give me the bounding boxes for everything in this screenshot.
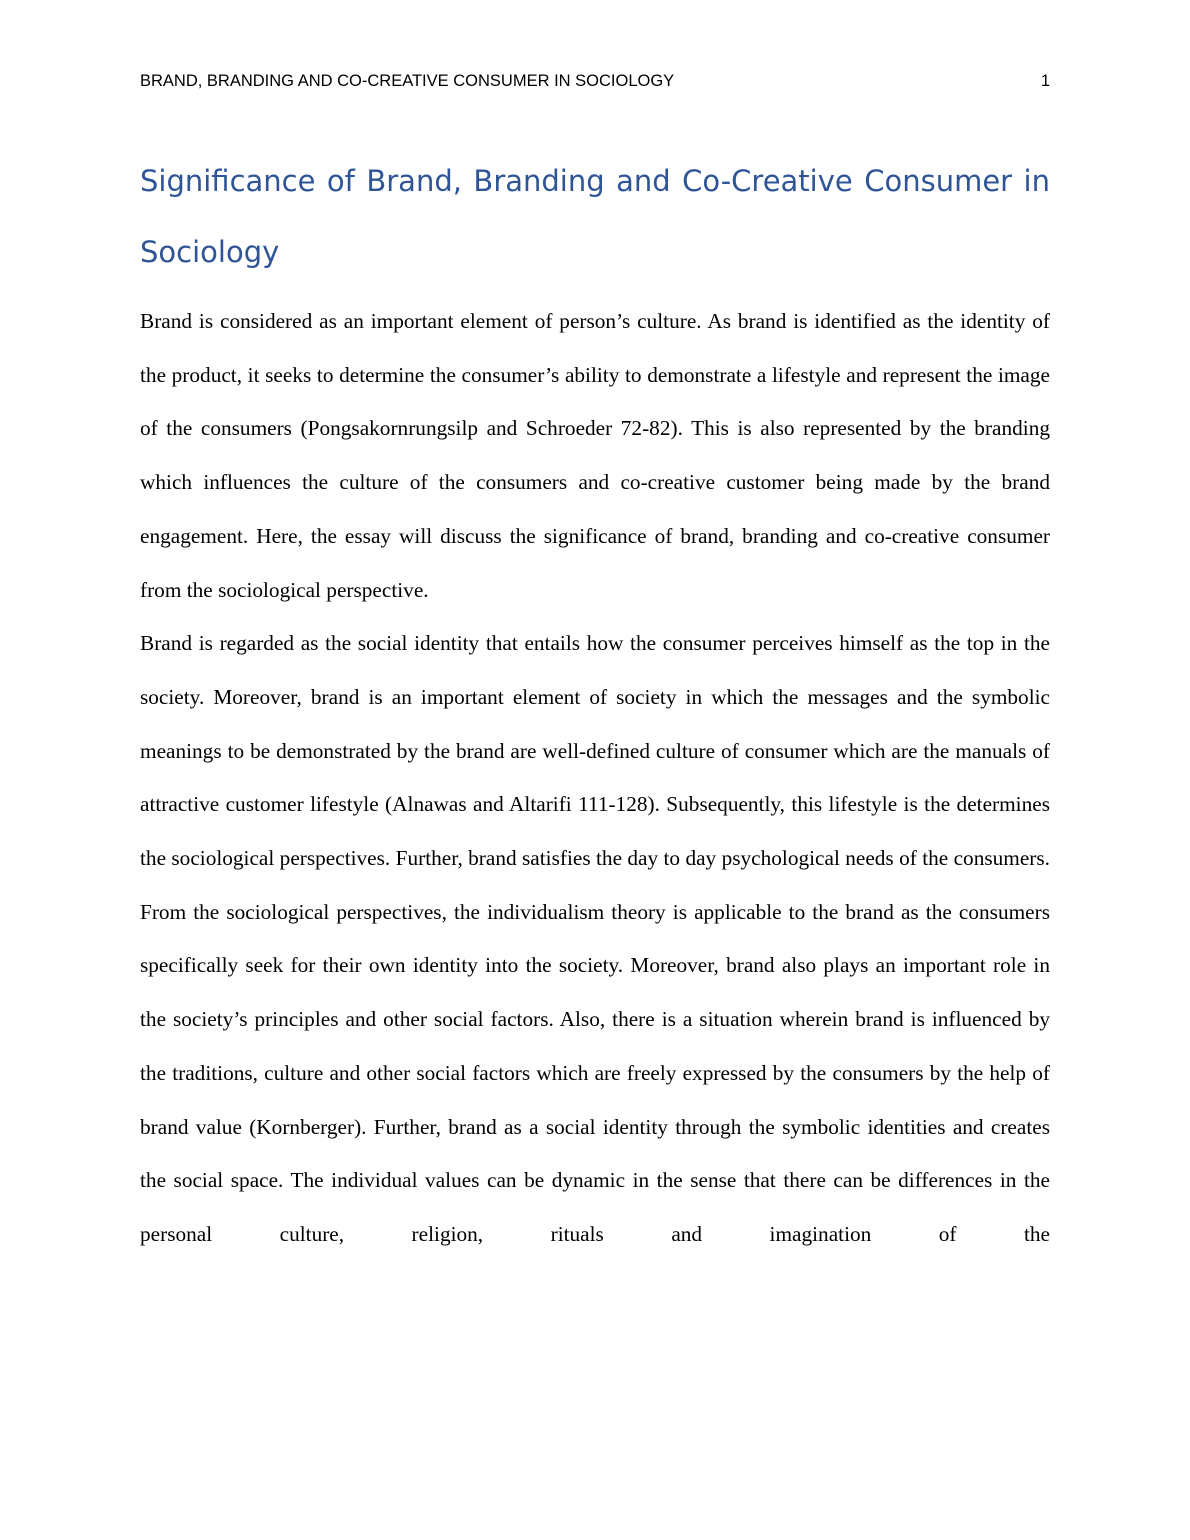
body-paragraph-2: Brand is regarded as the social identity that entails how the consumer perceives himself as the top in the society. Moreover, brand is an important element of society in which the messages and the symbolic meanings to be demonstrated by the brand are well-defined culture of consumer which are the manuals of attractive customer lifestyle (Alnawas and Altarifi 111-128). Subsequently, this lifestyle is the determines the sociological perspectives. Further, brand satisfies the day to day psychological needs of the consumers. From the sociological perspectives, the individualism theory is applicable to the brand as the consumers specifically seek for their own identity into the society. Moreover, brand also plays an important role in the society’s principles and other social factors. Also, there is a situation wherein brand is influenced by the traditions, culture and other social factors which are freely expressed by the consumers by the help of brand value (Kornberger). Further, brand as a social identity through the symbolic identities and creates the social space. The individual values can be dynamic in the sense that there can be differences in the personal culture, religion, rituals and imagination of the (140, 631, 1050, 1246)
running-head (140, 72, 1050, 96)
document-body (140, 295, 1050, 1262)
body-paragraph-1: Brand is considered as an important element of person’s culture. As brand is identified as the identity of the product, it seeks to determine the consumer’s ability to demonstrate a lifestyle and represent the image of the consumers (Pongsakornrungsilp and Schroeder 72-82). This is also represented by the branding which influences the culture of the consumers and co-creative customer being made by the brand engagement. Here, the essay will discuss the significance of brand, branding and co-creative consumer from the sociological perspective. (140, 309, 1050, 602)
running-head-title: BRAND, BRANDING AND CO-CREATIVE CONSUMER IN SOCIOLOGY (140, 72, 675, 90)
page-number: 1 (1040, 72, 1050, 90)
document-title: Significance of Brand, Branding and Co-Creative Consumer in Sociology (140, 164, 1050, 269)
